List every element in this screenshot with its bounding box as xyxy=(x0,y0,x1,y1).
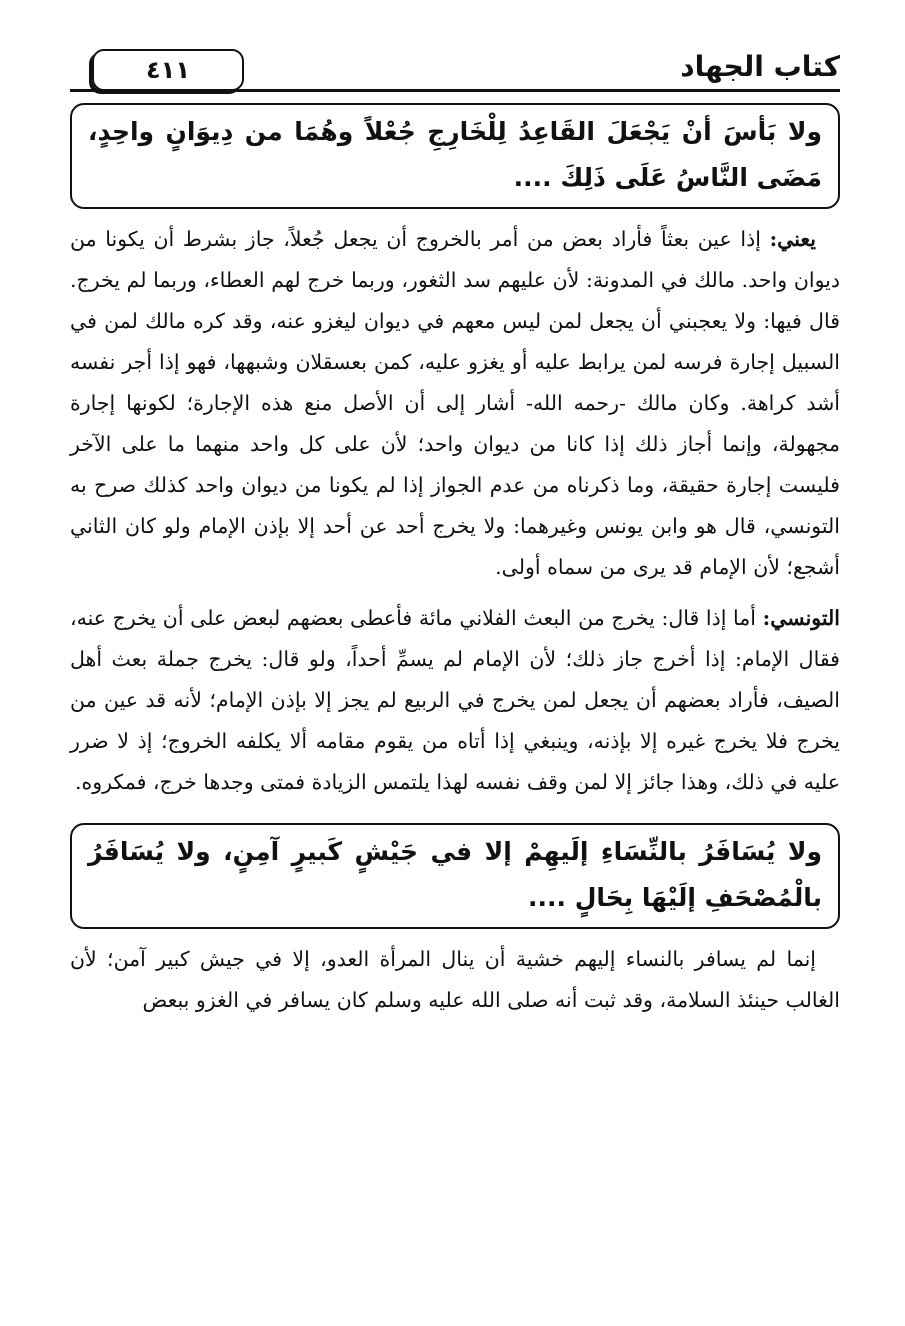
commentary-lead-2: التونسي: xyxy=(762,606,840,630)
matn-text-box-2 xyxy=(70,823,840,929)
commentary-text-1: إذا عين بعثاً فأراد بعض من أمر بالخروج أن يجعل جُعلاً، جاز بشرط أن يكونا من ديوان واحد. مالك في المدونة: لأن عليهم سد الثغور، وربما خرج لهم العطاء، وربما لم يخرج. قال فيها: ولا يعجبني أن يجعل لمن ليس معهم في ديوان ليغزو عنه، وقد كره مالك لمن في السبيل إجارة فرسه لمن يرابط عليه أو يغزو عليه، كمن بعسقلان وشبهها، فهو إذا أجر نفسه أشد كراهة. وكان مالك -رحمه الله- أشار إلى أن الأصل منع هذه الإجارة؛ لكونها إجارة مجهولة، وإنما أجاز ذلك إذا كانا من ديوان واحد؛ لأن على كل واحد منهما ما على الآخر فليست إجارة حقيقة، وما ذكرناه من عدم الجواز إذا لم يكونا من ديوان واحد كذلك صرح به التونسي، قال هو وابن يونس وغيرهما: ولا يخرج أحد عن أحد إلا بإذن الإمام ولو كان الثاني أشجع؛ لأن الإمام قد يرى من سماه أولى. xyxy=(70,227,840,579)
commentary-paragraph-2 xyxy=(70,598,840,803)
commentary-text-2: أما إذا قال: يخرج من البعث الفلاني مائة فأعطى بعضهم لبعض على أن يخرج عنه، فقال الإمام: إذا أخرج جاز ذلك؛ لأن الإمام لم يسمِّ أحداً، ولو قال: يخرج جملة بعث أهل الصيف، فأراد بعضهم أن يجعل لمن يخرج في الربيع لم يجز إلا بإذن الإمام؛ لأنه قد عين من يخرج فلا يخرج غيره إلا بإذنه، وينبغي إذا أتاه من يقوم مقامه ألا يكلفه الخروج؛ إذ لا ضرر عليه في ذلك، وهذا جائز إلا لمن وقف نفسه لهذا يلتمس الزيادة فمتى وجدها خرج، فمكروه. xyxy=(70,606,840,794)
header-rule xyxy=(70,89,840,92)
matn-text-1: ولا بَأسَ أنْ يَجْعَلَ القَاعِدُ لِلْخَارِجِ جُعْلاً وهُمَا من دِيوَانٍ واحِدٍ، مَضَى النَّاسُ عَلَى ذَلِكَ .... xyxy=(88,117,822,192)
page-header xyxy=(70,45,840,97)
matn-text-box-1 xyxy=(70,103,840,209)
matn-text-2: ولا يُسَافَرُ بالنِّسَاءِ إلَيهِمْ إلا في جَيْشٍ كَبيرٍ آمِنٍ، ولا يُسَافَرُ بالْمُصْحَفِ إلَيْهَا بِحَالٍ .... xyxy=(88,837,822,912)
commentary-text-3: إنما لم يسافر بالنساء إليهم خشية أن ينال المرأة العدو، إلا في جيش كبير آمن؛ لأن الغالب حينئذ السلامة، وقد ثبت أنه صلى الله عليه وسلم كان يسافر في الغزو ببعض xyxy=(70,947,840,1012)
page-number: ٤١١ xyxy=(92,49,244,91)
book-page xyxy=(70,45,840,1021)
book-title: كتاب الجهاد xyxy=(680,50,840,83)
commentary-paragraph-1 xyxy=(70,219,840,588)
commentary-lead-1: يعني: xyxy=(769,227,816,251)
commentary-paragraph-3 xyxy=(70,939,840,1021)
